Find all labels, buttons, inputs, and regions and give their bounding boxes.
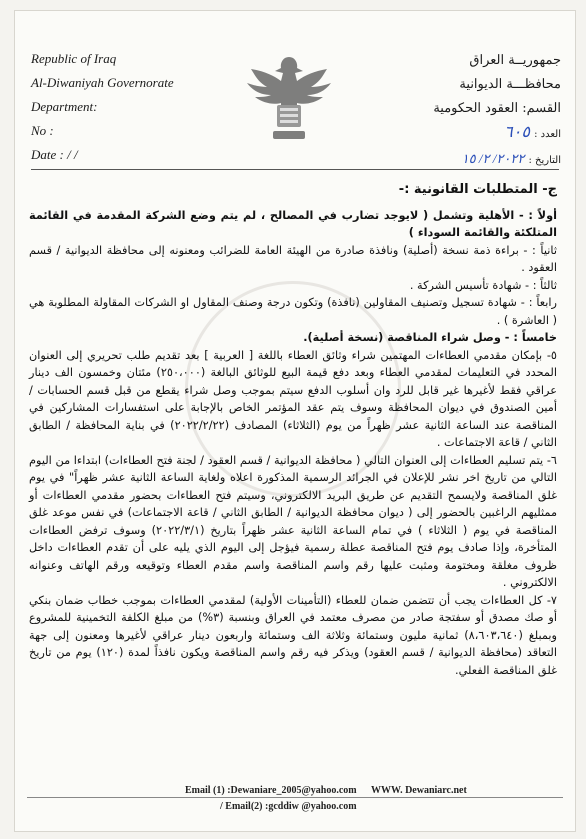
english-letterhead	[31, 47, 231, 167]
country-name: Republic of Iraq	[31, 51, 117, 66]
letterhead	[15, 11, 575, 176]
footer-divider	[27, 797, 563, 798]
paragraph-second: ثانياً : - براءة ذمة نسخة (أصلية) ونافذة صادرة من الهيئة العامة للضرائب ومعنونه إلى محافظة الديوانية / قسم العقود .	[29, 243, 557, 274]
date-value: ٢٠٢٢/ ٢/ ١٥	[461, 151, 525, 166]
arabic-letterhead	[371, 49, 561, 173]
governorate-name: Al-Diwaniyah Governorate	[31, 75, 174, 90]
iraq-eagle-emblem	[243, 47, 335, 147]
header-divider	[31, 169, 559, 170]
paragraph-item-7: ٧- كل العطاءات يجب أن تتضمن ضمان للعطاء (التأمينات الأولية) لمقدمي العطاءات بموجب خطاب ضمان بنكي أو صك مصدق أو سفتجة صادر من مصرف معتمد في العراق وبنسبة (٣%) من مبلغ الكلفة التخمينية للمشروع وبمبلغ (٨،٦٠٣،٦٤٠) ثمانية مليون وستمائة وثلاثة الف وستمائة واربعون دينار عراقي لأغيرها ومعنون إلى جهة التعاقد (محافظة الديوانية / قسم العقود) ويذكر فيه رقم واسم المناقصة ويكون نافذاً لمدة (١٢٠) يوم من تاريخ غلق المناقصة الفعلي.	[29, 593, 557, 677]
number-label-ar: العدد :	[534, 129, 561, 140]
country-name-ar: جمهوريــة العراق	[469, 53, 561, 68]
governorate-name-ar: محافظـــة الديوانية	[459, 77, 561, 92]
section-title: ج- المتطلبات القانونية :-	[398, 182, 557, 197]
paragraph-fourth: رابعاً : - شهادة تسجيل وتصنيف المقاولين (نافذة) وتكون درجة وصنف المقاول او الشركات المقاولة المطلوبة هي ( العاشرة ) .	[29, 296, 557, 327]
date-label-en: Date : / /	[31, 147, 78, 162]
paragraph-first: أولاً : - الأهلية وتشمل ( لايوجد تضارب في المصالح ، لم يتم وضع الشركة المقدمة في القائمة المتلكئة والقائمة السوداء )	[29, 208, 557, 239]
department-ar: القسم: العقود الحكومية	[433, 101, 561, 116]
document-body	[29, 181, 557, 679]
footer-email-1: Email (1) :Dewaniare_2005@yahoo.com	[185, 785, 357, 796]
paragraph-fifth: خامساً : - وصل شراء المناقصة (نسخة أصلية).	[303, 331, 557, 344]
date-label-ar: التاريخ :	[528, 155, 561, 166]
department-label: Department:	[31, 99, 98, 114]
paragraph-item-5: ٥- بإمكان مقدمي العطاءات المهتمين شراء وثائق العطاء باللغة [ العربية ] بعد تقديم طلب تحريري إلى العنوان المحدد في التعليمات لمقدمي العطاء وبعد دفع قيمة البيع للوثائق البالغة (٢٥٠،٠٠٠) مئتان وخمسون الف دينار عراقي فقط لأغيرها غير قابل للرد وان أسلوب الدفع سيتم بموجب وصل شراء يقطع من قبل قسم الحسابات / أمين الصندوق في ديوان المحافظة وسوف يتم عقد المؤتمر الخاص بالإجابة على استفسارات المشاركين في المناقصة عند الساعة الثانية عشر ظهراً من يوم (الثلاثاء) المصادف (٢٠٢٢/٢/٢٢) في بناية المحافظة / الطابق الثاني / قاعة الاجتماعات .	[29, 348, 557, 449]
number-label-en: No :	[31, 123, 54, 138]
document-page	[14, 10, 576, 832]
number-value: ٦٠٥	[504, 124, 530, 141]
number-row	[371, 121, 561, 147]
footer-email-2: / Email(2) :gcddiw @yahoo.com	[220, 801, 357, 812]
footer	[15, 777, 575, 817]
paragraph-third: ثالثاً : - شهادة تأسيس الشركة .	[409, 278, 557, 292]
footer-website: WWW. Dewaniarc.net	[371, 785, 467, 796]
paragraph-item-6: ٦- يتم تسليم العطاءات إلى العنوان التالي ( محافظة الديوانية / قسم العقود / لجنة فتح العطاءات) ابتداءا من اليوم التالي من تاريخ اخر نشر للإعلان في الجرائد الرسمية المذكورة اعلاه ولغاية الساعة الثانية عشر ظهراً" في يوم غلق المناقصة ولايسمح التقديم عن طريق البريد الالكتروني، وسيتم فتح العطاءات بحضور مقدمي العطاءات أو ممثليهم الراغبين بالحضور إلى ( ديوان محافظة الديوانية / الطابق الثاني / قاعة الاجتماعات) في نفس موعد غلق المناقصة في يوم ( الثلاثاء ) في تمام الساعة الثانية عشر ظهراً بتاريخ (٢٠٢٢/٣/١) وسوف ترفض العطاءات المتأخرة، وإذا صادف يوم فتح المناقصة عطلة رسمية فيؤجل إلى اليوم الذي يليه على أن تقدم العطاءات داخل ظروف مغلقة ومختومة ومثبت عليها رقم واسم المناقصة واسم مقدم العطاء وتوقيعه ورقم الهاتف وعنوانه الالكتروني .	[29, 453, 558, 589]
